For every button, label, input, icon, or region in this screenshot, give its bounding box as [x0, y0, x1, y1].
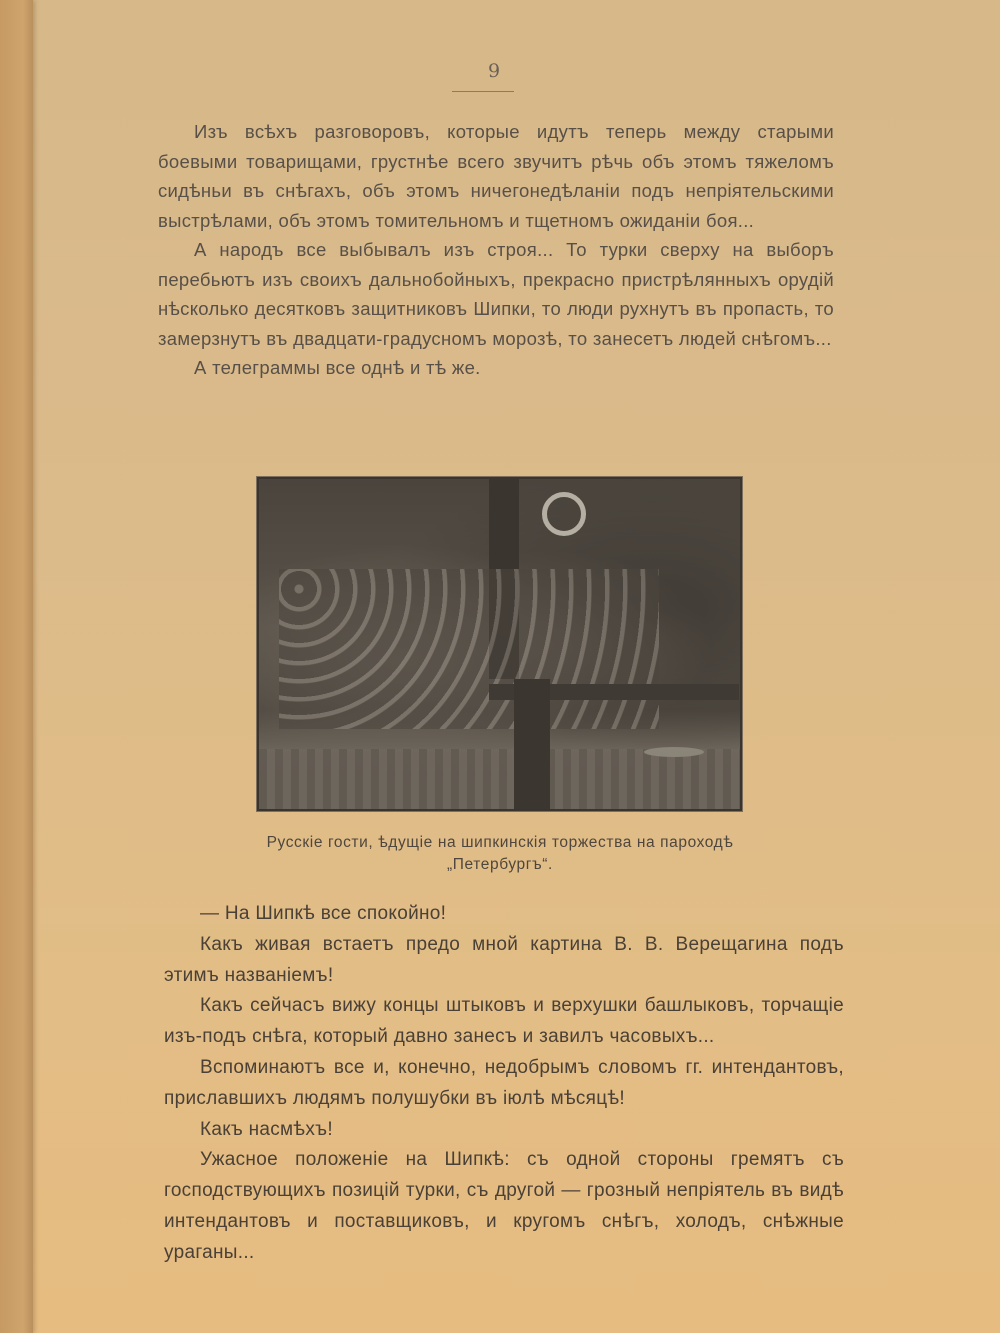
photo-lifebuoy: [542, 492, 586, 536]
caption-line-2: „Петербургъ“.: [447, 856, 553, 873]
page-number-text: 9: [487, 60, 501, 82]
figure-caption: [200, 832, 800, 876]
paragraph: А народъ все выбывалъ изъ строя... То турки сверху на выборъ перебьютъ изъ своихъ дальнобойныхъ, прекрасно пристрѣлянныхъ орудій нѣсколько десятковъ защитниковъ Шипки, то люди рухнутъ въ пропасть, то замерзнутъ въ двадцати-градусномъ морозѣ, то занесетъ людей снѣгомъ...: [158, 239, 834, 349]
photo-stool: [644, 747, 704, 757]
paragraph: Вспоминаютъ все и, конечно, недобрымъ словомъ гг. интендантовъ, приславшихъ людямъ полушубки въ іюлѣ мѣсяцѣ!: [164, 1056, 844, 1109]
photo-post: [514, 679, 550, 809]
paragraph: Какъ живая встаетъ предо мной картина В. В. Верещагина подъ этимъ названіемъ!: [164, 933, 844, 986]
paragraph: Какъ сейчасъ вижу концы штыковъ и верхушки башлыковъ, торчащіе изъ-подъ снѣга, который давно занесъ и завилъ часовыхъ...: [164, 995, 844, 1048]
caption-line-1: Русскіе гости, ѣдущіе на шипкинскія торжества на пароходѣ: [266, 834, 734, 851]
photo-crowd: [279, 569, 659, 729]
paragraph: А телеграммы все однѣ и тѣ же.: [194, 357, 481, 378]
paragraph: Какъ насмѣхъ!: [200, 1118, 333, 1140]
paragraph: — На Шипкѣ все спокойно!: [200, 903, 447, 924]
header-rule: [452, 91, 514, 92]
photograph: [257, 477, 742, 811]
photo-deck: [259, 749, 740, 809]
bottom-text-block: [164, 899, 844, 1269]
page-edge: [0, 0, 33, 1333]
top-text-block: [158, 117, 834, 383]
page-number: [0, 60, 1000, 82]
paragraph: Ужасное положеніе на Шипкѣ: съ одной стороны гремятъ съ господствующихъ позицій турки, съ другой — грозный непріятель въ видѣ интендантовъ и поставщиковъ, и кругомъ снѣгъ, холодъ, снѣжные ураганы...: [164, 1149, 844, 1263]
paragraph: Изъ всѣхъ разговоровъ, которые идутъ теперь между старыми боевыми товарищами, грустнѣе всего звучитъ рѣчь объ этомъ тяжеломъ сидѣньи въ снѣгахъ, объ этомъ ничегонедѣланіи подъ непріятельскими выстрѣлами, объ этомъ томительномъ и тщетномъ ожиданіи боя...: [158, 121, 834, 231]
